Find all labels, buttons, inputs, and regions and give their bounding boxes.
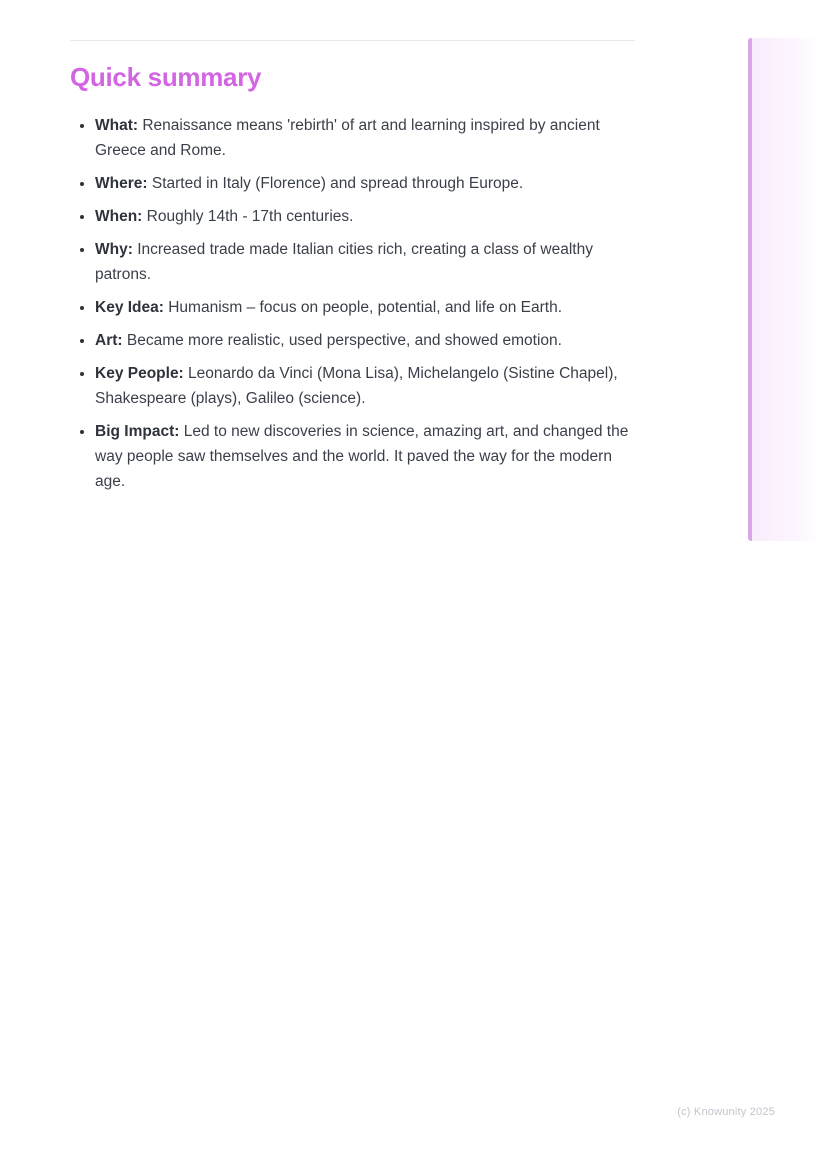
list-item-label: Key People:	[95, 365, 184, 382]
list-item-text: Started in Italy (Florence) and spread through Europe.	[151, 175, 524, 192]
side-panel-accent	[748, 38, 828, 541]
list-item-label: Art:	[95, 332, 123, 349]
list-item-big-impact	[95, 419, 636, 494]
list-item-when	[95, 204, 636, 229]
copyright-footer: (c) Knowunity 2025	[677, 1106, 775, 1118]
summary-list	[70, 113, 636, 494]
list-item-key-idea	[95, 295, 636, 320]
list-item-text: Humanism – focus on people, potential, and life on Earth.	[168, 299, 563, 316]
list-item-label: What:	[95, 117, 139, 134]
list-item-label: When:	[95, 208, 143, 225]
list-item-what	[95, 113, 636, 163]
list-item-text: Roughly 14th - 17th centuries.	[146, 208, 354, 225]
section-divider	[70, 40, 635, 41]
list-item-label: Where:	[95, 175, 148, 192]
list-item-text: Renaissance means 'rebirth' of art and learning inspired by ancient Greece and Rome.	[95, 117, 600, 159]
list-item-where	[95, 171, 636, 196]
list-item-text: Increased trade made Italian cities rich, creating a class of wealthy patrons.	[95, 241, 593, 283]
page-title: Quick summary	[70, 62, 262, 92]
list-item-text: Became more realistic, used perspective, and showed emotion.	[126, 332, 562, 349]
list-item-art	[95, 328, 636, 353]
list-item-text: Leonardo da Vinci (Mona Lisa), Michelangelo (Sistine Chapel), Shakespeare (plays), Galileo (science).	[95, 365, 618, 407]
list-item-label: Key Idea:	[95, 299, 164, 316]
list-item-label: Big Impact:	[95, 423, 180, 440]
list-item-text: Led to new discoveries in science, amazing art, and changed the way people saw themselves and the world. It paved the way for the modern age.	[95, 423, 629, 490]
list-item-key-people	[95, 361, 636, 411]
list-item-label: Why:	[95, 241, 133, 258]
list-item-why	[95, 237, 636, 287]
content-area	[70, 62, 636, 502]
